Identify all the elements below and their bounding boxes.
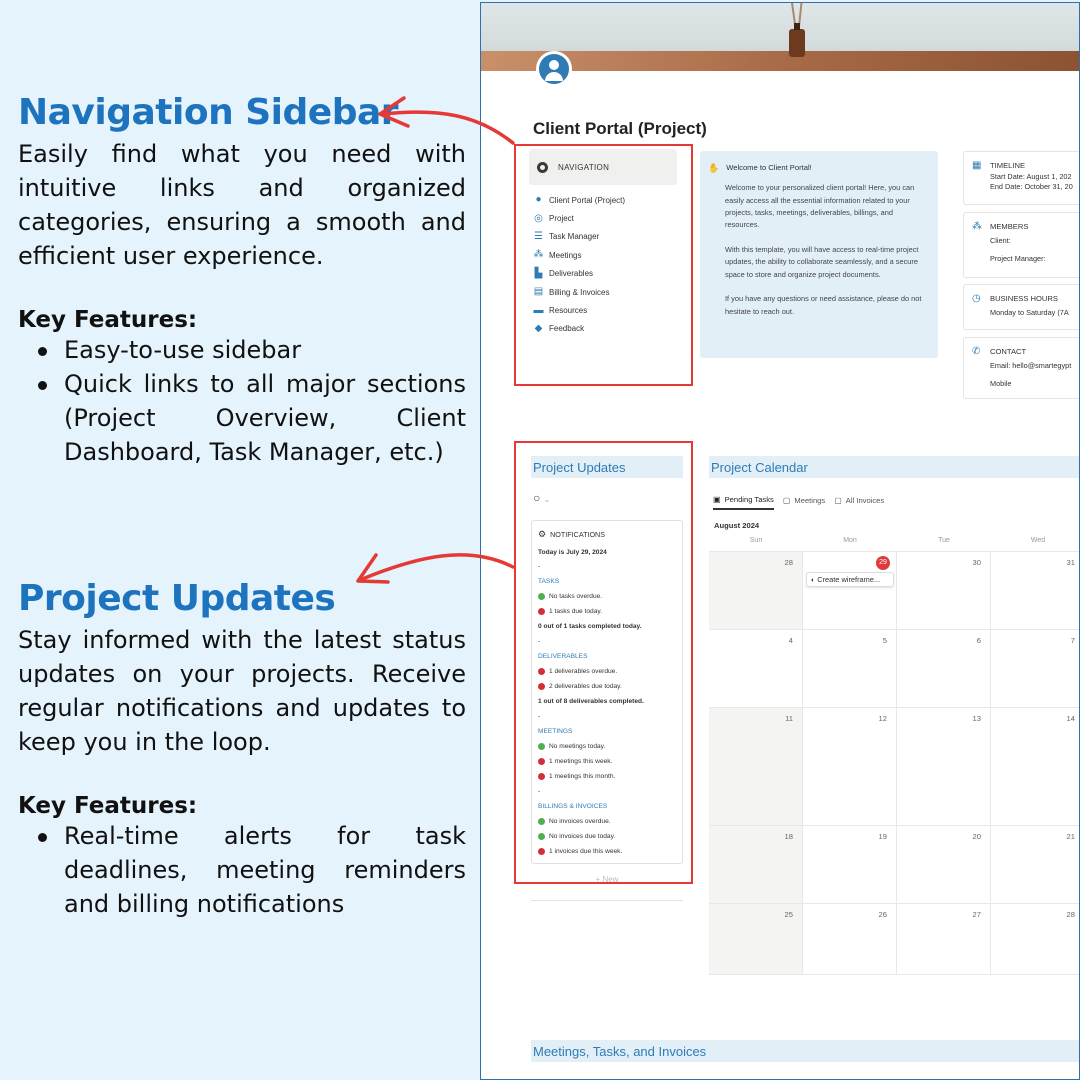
wave-hand-icon: ✋ [708, 163, 720, 173]
calendar-week [709, 551, 1080, 629]
calendar-tabs [713, 495, 893, 510]
timeline-end: End Date: October 31, 20 [990, 182, 1073, 191]
calendar-day[interactable]: 4 [709, 630, 803, 707]
nav-promo [18, 92, 466, 469]
calendar-day[interactable]: 30 [897, 552, 991, 629]
navigation-highlight-box [514, 144, 693, 386]
weekday-label: Mon [843, 537, 857, 544]
nav-promo-title: Navigation Sidebar [18, 92, 399, 133]
calendar-icon: ▢ [834, 496, 842, 505]
nav-feature-item: Easy-to-use sidebar [34, 333, 466, 367]
nav-features-list [34, 333, 466, 469]
calendar-day[interactable]: 28 [991, 904, 1080, 974]
weekday-header [709, 537, 1080, 551]
calendar-week [709, 903, 1080, 975]
calendar-week [709, 825, 1080, 903]
today-text: Today is July 29, 2024 [538, 549, 607, 556]
updates-promo-description: Stay informed with the latest status updates on your projects. Receive regular notifications and updates to keep you in the loop. [18, 626, 466, 756]
status-line: 1 invoices due this week. [538, 844, 682, 859]
members-card: ⁂ MEMBERS Client: Project Manager: [963, 212, 1080, 278]
contact-email: Email: hello@smartegypt [990, 361, 1072, 370]
members-client: Client: [990, 236, 1011, 245]
calendar-day[interactable]: 20 [897, 826, 991, 903]
updates-promo-title: Project Updates [18, 578, 336, 619]
timeline-card: ▦ TIMELINE Start Date: August 1, 202 End Date: October 31, 20 [963, 151, 1080, 205]
calendar-icon: ▦ [972, 160, 982, 171]
status-filter[interactable]: ○ ⌄ [533, 491, 551, 505]
calendar-day[interactable]: 27 [897, 904, 991, 974]
updates-highlight-box [514, 441, 693, 884]
project-calendar-heading: Project Calendar [709, 456, 1080, 478]
people-icon: ⁂ [533, 249, 544, 261]
status-line: No invoices overdue. [538, 814, 682, 829]
calendar-day-today[interactable] [803, 552, 897, 629]
phone-icon: ✆ [972, 346, 981, 357]
calendar-event[interactable]: ◐ Create wireframe... [806, 572, 894, 587]
nav-feature-item: Quick links to all major sections (Project Overview, Client Dashboard, Task Manager, etc.) [34, 367, 466, 469]
app-screenshot [480, 2, 1080, 1080]
event-icon: ◐ [811, 577, 816, 584]
weekday-label: Tue [938, 537, 950, 544]
status-line: 1 deliverables overdue. [538, 664, 682, 679]
calendar-icon: ▣ [713, 495, 721, 504]
calendar-grid [709, 537, 1080, 975]
notifications-panel: ⚙ NOTIFICATIONS Today is July 29, 2024 - TASKS No tasks overdue. 1 tasks due today. 0 out of 1 tasks completed today. - DELIVERABLES 1 deliverables overdue. 2 deliverables due today. 1 out of 8 deliverables completed. - MEETINGS No meetings today. 1 meetings this week. 1 meetings this month. - BILLINGS & INVOICES No invoices overdue. No invoices due today. 1 invoices due this week. [531, 520, 683, 864]
calendar-day[interactable]: 5 [803, 630, 897, 707]
new-item-button[interactable]: + New [531, 869, 683, 901]
calendar-week [709, 707, 1080, 825]
nav-item-deliverables[interactable]: ▙ Deliverables [534, 267, 594, 279]
tab-meetings[interactable]: ▢ Meetings [782, 496, 826, 505]
updates-features-title: Key Features: [18, 793, 198, 819]
nav-promo-description: Easily find what you need with intuitive links and organized categories, ensuring a smooth and efficient user experience. [18, 140, 466, 270]
calendar-day[interactable]: 14 [991, 708, 1080, 825]
calendar-day[interactable]: 13 [897, 708, 991, 825]
welcome-paragraph: If you have any questions or need assistance, please do not hesitate to reach out. [725, 294, 922, 316]
status-line: 1 tasks due today. [538, 604, 682, 619]
meetings-label: MEETINGS [538, 728, 573, 735]
nav-item-project[interactable]: ◎ Project [534, 212, 574, 224]
today-marker: 29 [876, 556, 890, 570]
welcome-paragraph: Welcome to your personalized client portal! Here, you can easily access all the essential information related to your projects, tasks, meetings, deliverables, billings, and resources. [725, 183, 915, 230]
weekday-label: Sun [749, 537, 763, 544]
cover-image [481, 3, 1080, 71]
tab-pending-tasks[interactable]: ▣ Pending Tasks [713, 495, 774, 510]
tasks-summary: 0 out of 1 tasks completed today. [538, 623, 642, 630]
people-icon: ⁂ [972, 221, 982, 232]
calendar-day[interactable]: 7 [991, 630, 1080, 707]
tab-all-invoices[interactable]: ▢ All Invoices [834, 496, 885, 505]
status-line: 1 meetings this week. [538, 754, 682, 769]
tasks-label: TASKS [538, 578, 560, 585]
nav-item-billing[interactable]: ▤ Billing & Invoices [533, 286, 610, 298]
calendar-week [709, 629, 1080, 707]
business-hours-value: Monday to Saturday (7A [990, 308, 1069, 317]
calendar-day[interactable]: 25 [709, 904, 803, 974]
business-hours-card: ◷ BUSINESS HOURS Monday to Saturday (7A [963, 284, 1080, 330]
calendar-day[interactable]: 6 [897, 630, 991, 707]
calendar-day[interactable]: 19 [803, 826, 897, 903]
nav-item-client-portal[interactable]: ● Client Portal (Project) [529, 191, 677, 209]
updates-feature-item: Real-time alerts for task deadlines, meeting reminders and billing notifications [34, 819, 466, 921]
chat-icon: ◆ [534, 322, 543, 334]
calendar-icon: ▢ [782, 496, 791, 505]
page-title: Client Portal (Project) [533, 119, 707, 138]
calendar-day[interactable]: 12 [803, 708, 897, 825]
nav-item-task-manager[interactable]: ☰ Task Manager [534, 230, 600, 242]
status-line: No tasks overdue. [538, 589, 682, 604]
updates-promo [18, 578, 466, 921]
status-line: No invoices due today. [538, 829, 682, 844]
welcome-title: Welcome to Client Portal! [726, 163, 812, 172]
calendar-day[interactable]: 11 [709, 708, 803, 825]
status-line: No meetings today. [538, 739, 682, 754]
folder-icon: ▬ [533, 304, 544, 316]
deliverables-summary: 1 out of 8 deliverables completed. [538, 698, 644, 705]
calendar-month: August 2024 [714, 521, 760, 530]
document-icon: ▙ [534, 267, 543, 279]
contact-card: ✆ CONTACT Email: hello@smartegypt Mobile [963, 337, 1080, 399]
updates-features-list [34, 819, 466, 921]
timeline-start: Start Date: August 1, 202 [990, 172, 1072, 181]
status-line: 1 meetings this month. [538, 769, 682, 784]
nav-item-feedback[interactable]: ◆ Feedback [534, 322, 585, 334]
calendar-day[interactable]: 28 [709, 552, 803, 629]
navigation-header[interactable]: NAVIGATION [529, 149, 677, 185]
contact-mobile: Mobile [990, 379, 1012, 388]
project-updates-heading: Project Updates [531, 456, 683, 478]
nav-features-title: Key Features: [18, 307, 198, 333]
nav-item-resources[interactable]: ▬ Resources [533, 304, 588, 316]
target-icon: ◎ [534, 212, 543, 224]
weekday-label: Wed [1030, 537, 1046, 544]
status-line: 2 deliverables due today. [538, 679, 682, 694]
welcome-paragraph: With this template, you will have access to real-time project updates, the ability to collaborate seamlessly, and a secure space to store and organize project documents. [725, 244, 919, 279]
page-icon[interactable] [536, 51, 572, 87]
nav-item-meetings[interactable]: ⁂ Meetings [533, 249, 582, 261]
calendar-day[interactable]: 21 [991, 826, 1080, 903]
gears-icon: ⚙ [538, 529, 547, 539]
list-icon: ☰ [534, 230, 543, 242]
calendar-day[interactable]: 26 [803, 904, 897, 974]
welcome-callout [700, 151, 938, 358]
user-circle-icon: ● [535, 194, 542, 206]
members-pm: Project Manager: [990, 254, 1046, 263]
diffuser-bottle [789, 29, 805, 57]
deliverables-label: DELIVERABLES [538, 653, 588, 660]
clock-icon: ◷ [972, 293, 981, 304]
calendar-day[interactable]: 31 [991, 552, 1080, 629]
invoice-icon: ▤ [533, 286, 544, 298]
meetings-tasks-invoices-heading: Meetings, Tasks, and Invoices [531, 1040, 1080, 1062]
billing-label: BILLINGS & INVOICES [538, 803, 608, 810]
calendar-day[interactable]: 18 [709, 826, 803, 903]
